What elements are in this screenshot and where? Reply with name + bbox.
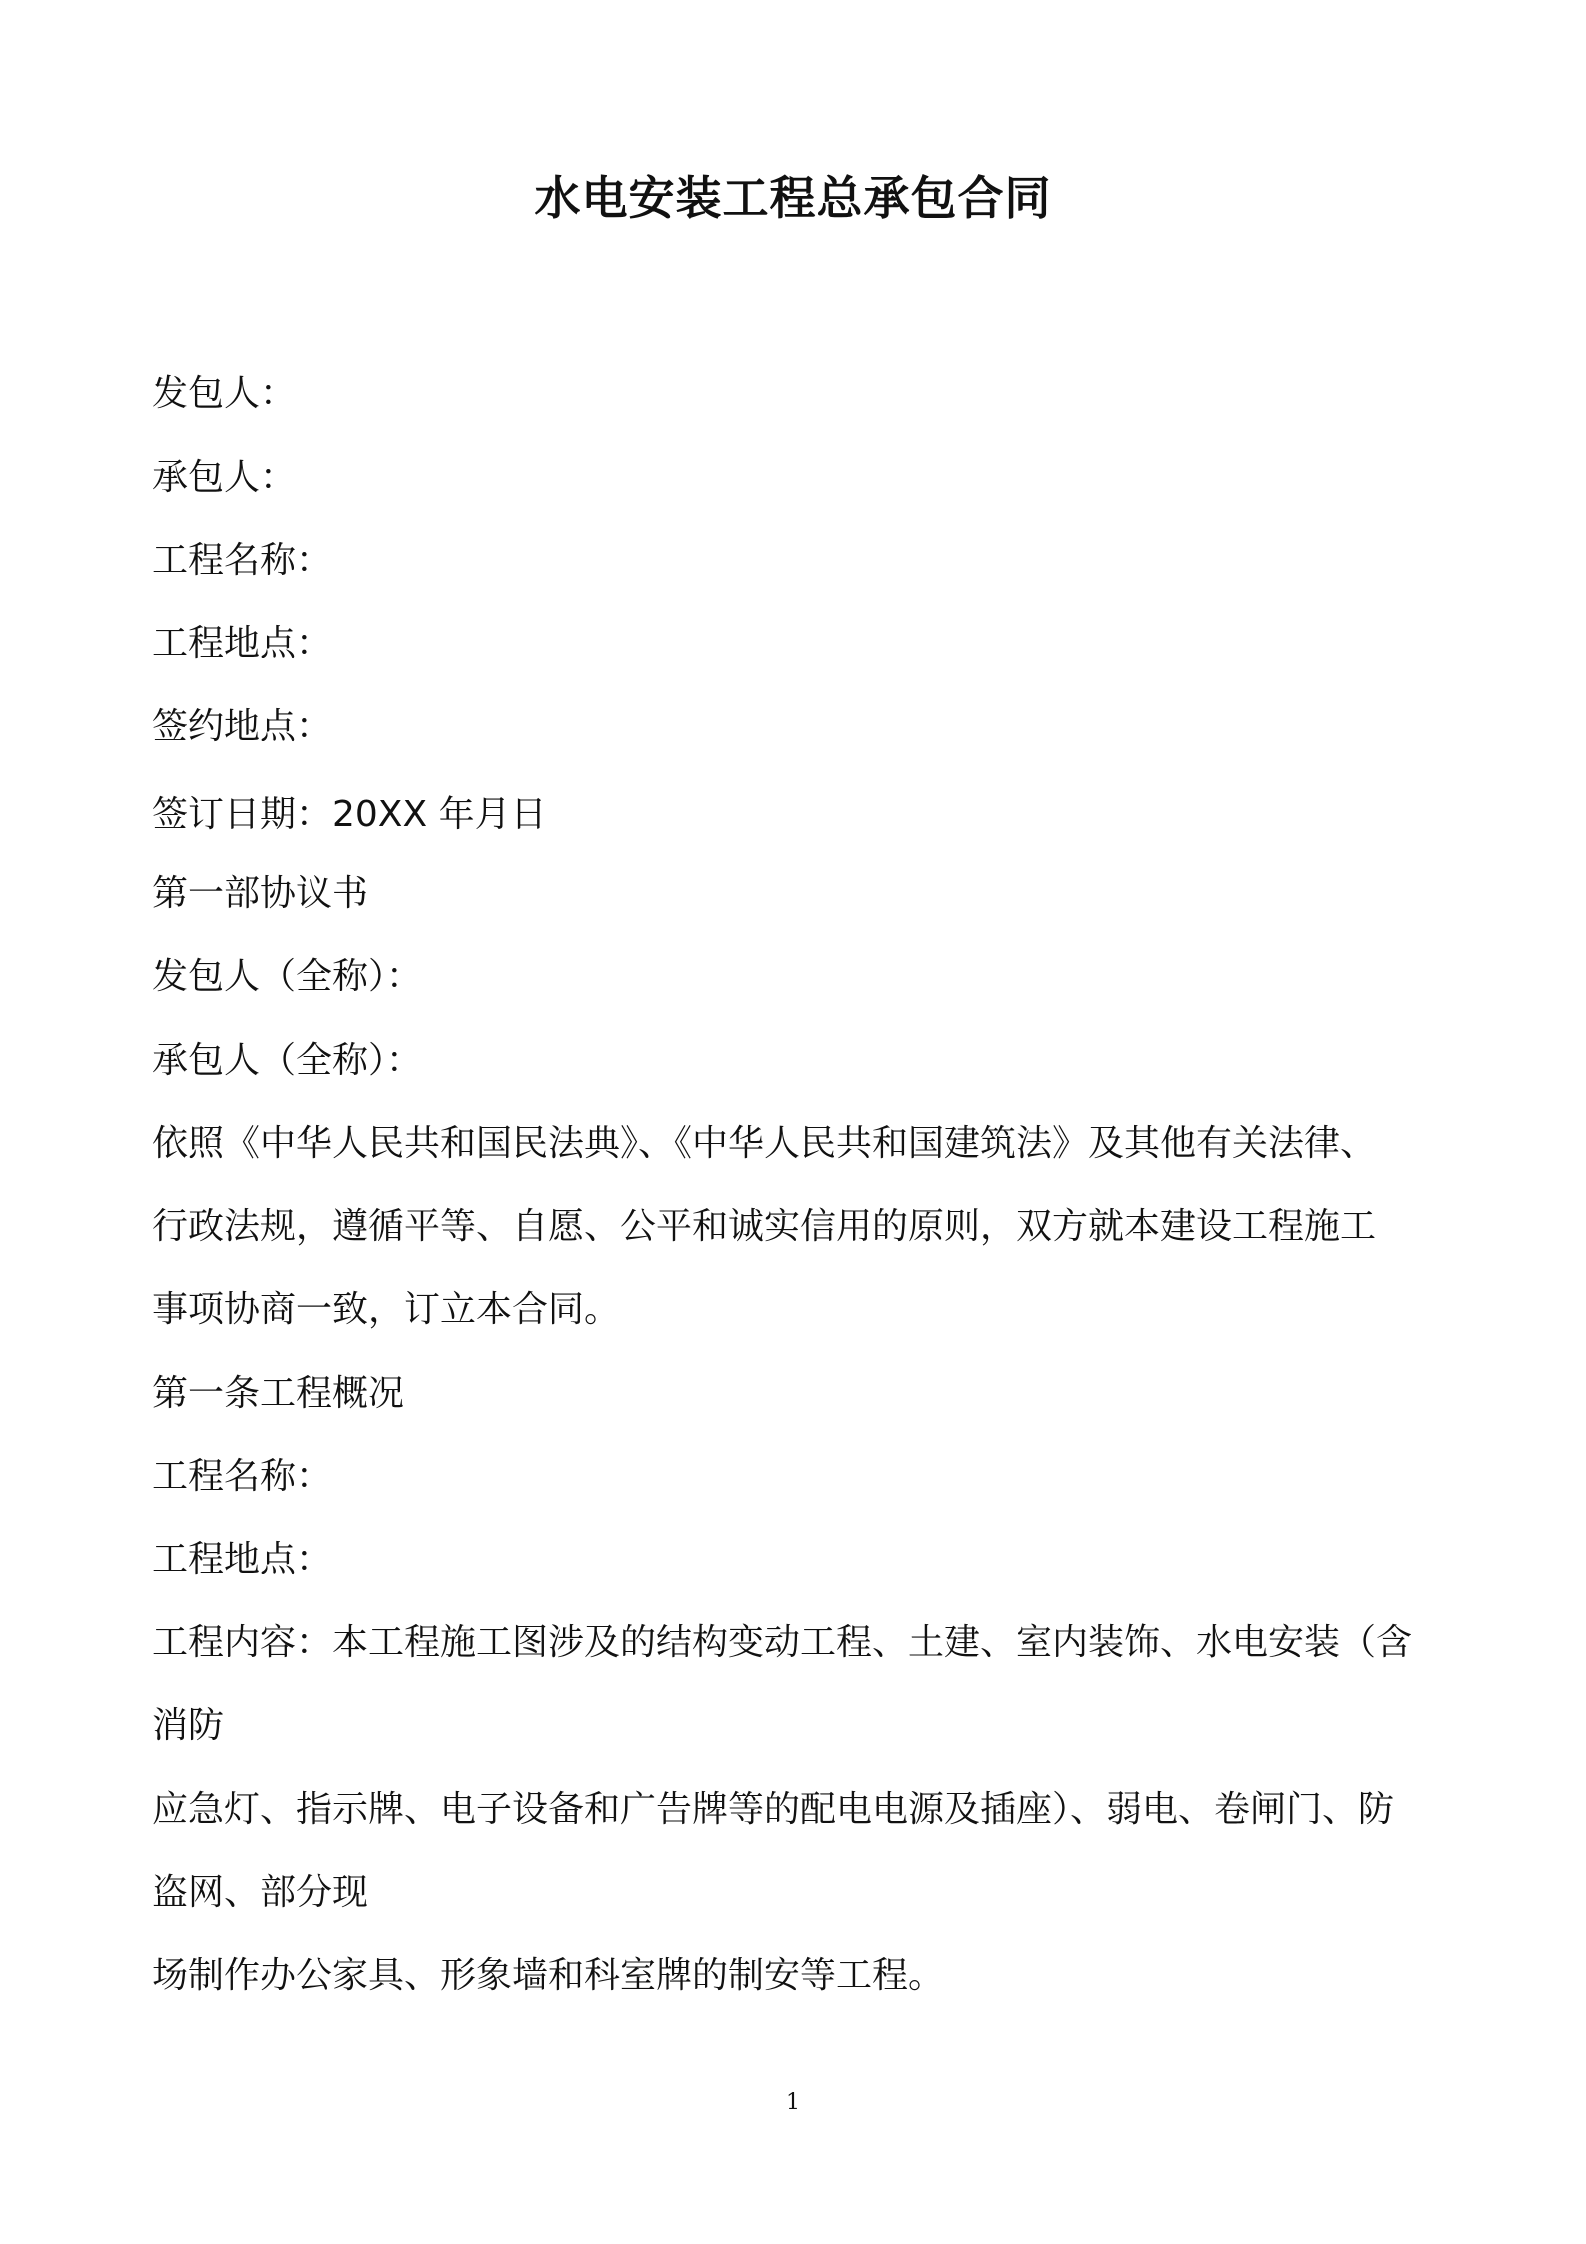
employer-full-name-label: 发包人（全称）：	[152, 956, 423, 997]
project-content-line: 盗网、部分现	[152, 1872, 369, 1913]
signing-date-line: 签订日期：20XX 年月日	[152, 794, 547, 835]
project-name-label: 工程名称：	[152, 1456, 333, 1497]
employer-label: 发包人：	[152, 373, 297, 414]
section-heading-agreement: 第一部协议书	[152, 873, 369, 914]
project-name-label: 工程名称：	[152, 540, 333, 581]
project-location-label: 工程地点：	[152, 623, 333, 664]
paragraph-line: 依照《中华人民共和国民法典》、《中华人民共和国建筑法》及其他有关法律、	[152, 1123, 1377, 1164]
contractor-full-name-label: 承包人（全称）：	[152, 1040, 423, 1081]
document-title: 水电安装工程总承包合同	[534, 171, 1052, 225]
contractor-label: 承包人：	[152, 457, 297, 498]
project-location-label: 工程地点：	[152, 1539, 333, 1580]
signing-location-label: 签约地点：	[152, 706, 333, 747]
project-content-line: 场制作办公家具、形象墙和科室牌的制安等工程。	[152, 1955, 945, 1996]
paragraph-line: 行政法规，遵循平等、自愿、公平和诚实信用的原则，双方就本建设工程施工	[152, 1206, 1377, 1247]
project-content-line: 工程内容：本工程施工图涉及的结构变动工程、土建、室内装饰、水电安装（含	[152, 1622, 1413, 1663]
page-number: 1	[786, 2090, 800, 2115]
paragraph-line: 事项协商一致，订立本合同。	[152, 1289, 621, 1330]
project-content-line: 消防	[152, 1705, 225, 1746]
project-content-line: 应急灯、指示牌、电子设备和广告牌等的配电电源及插座）、弱电、卷闸门、防	[152, 1789, 1395, 1830]
article-heading-overview: 第一条工程概况	[152, 1373, 405, 1414]
